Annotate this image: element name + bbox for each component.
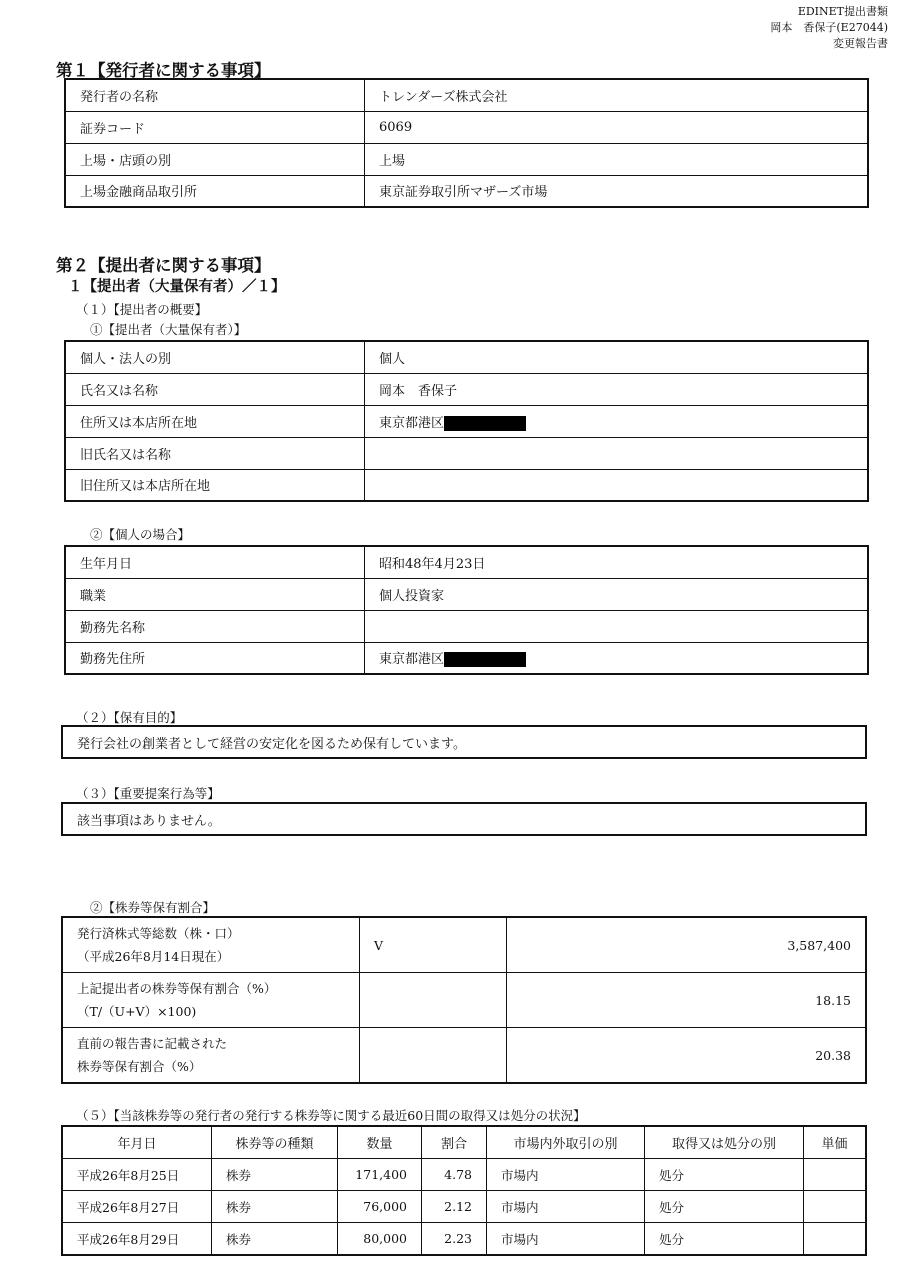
individual-value [365, 610, 869, 642]
trade-ratio: 2.12 [422, 1191, 487, 1223]
filer-address: 東京都港区 [379, 415, 445, 431]
purpose-heading: （２）【保有目的】 [76, 710, 183, 725]
individual-value: 個人投資家 [365, 578, 869, 610]
trade-price [804, 1223, 867, 1256]
trade-price [804, 1191, 867, 1223]
filer-value: 個人 [365, 341, 869, 373]
issuer-value: 6069 [365, 111, 869, 143]
trade-type: 株券 [212, 1159, 338, 1191]
purpose-text: 発行会社の創業者として経営の安定化を図るため保有しています。 [77, 736, 466, 752]
trade-type: 株券 [212, 1223, 338, 1256]
filer-table [64, 340, 869, 502]
trade-market: 市場内 [487, 1223, 645, 1256]
trades-header: 市場内外取引の別 [487, 1126, 645, 1159]
table-row [62, 1159, 866, 1191]
proposal-box [61, 802, 867, 836]
trade-date: 平成26年8月27日 [62, 1191, 212, 1223]
trades-heading: （５）【当該株券等の発行者の発行する株券等に関する最近60日間の取得又は処分の状況】 [76, 1108, 586, 1123]
issuer-label: 上場金融商品取引所 [65, 175, 365, 207]
filer-label: 住所又は本店所在地 [65, 405, 365, 437]
filer-label: 氏名又は名称 [65, 373, 365, 405]
issuer-value: 上場 [365, 143, 869, 175]
individual-label: 職業 [65, 578, 365, 610]
individual-label: 勤務先住所 [65, 642, 365, 674]
filer-heading: １【提出者（大量保有者）／１】 [68, 278, 286, 295]
individual-heading: ②【個人の場合】 [90, 527, 191, 542]
issuer-label: 発行者の名称 [65, 79, 365, 111]
trade-ratio: 4.78 [422, 1159, 487, 1191]
ratio-label-cell [62, 973, 360, 1028]
filer-label: 旧住所又は本店所在地 [65, 469, 365, 501]
ratio-value: 20.38 [506, 1028, 866, 1084]
issuer-label: 証券コード [65, 111, 365, 143]
table-row [62, 1191, 866, 1223]
table-row [62, 1223, 866, 1256]
trades-header: 数量 [338, 1126, 422, 1159]
filer-value: 岡本 香保子 [365, 373, 869, 405]
filer-value [365, 437, 869, 469]
ratio-label: 直前の報告書に記載された [77, 1036, 228, 1051]
trade-market: 市場内 [487, 1159, 645, 1191]
trades-header: 取得又は処分の別 [645, 1126, 804, 1159]
ratio-label-cell [62, 1028, 360, 1084]
trade-ratio: 2.23 [422, 1223, 487, 1256]
ratio-label: 上記提出者の株券等保有割合（%） [77, 981, 277, 996]
ratio-label-note: （T/（U+V）×100) [77, 1004, 197, 1019]
issuer-label: 上場・店頭の別 [65, 143, 365, 175]
section1-title: 第１【発行者に関する事項】 [56, 61, 271, 80]
filer-value [365, 469, 869, 501]
trade-date: 平成26年8月25日 [62, 1159, 212, 1191]
trade-price [804, 1159, 867, 1191]
holding-ratio-table [61, 916, 867, 1084]
overview-heading: （１）【提出者の概要】 [76, 302, 208, 317]
individual-label: 勤務先名称 [65, 610, 365, 642]
filer-subheading: ①【提出者（大量保有者）】 [90, 322, 247, 337]
trades-header: 株券等の種類 [212, 1126, 338, 1159]
trade-kind: 処分 [645, 1159, 804, 1191]
header-filer: 岡本 香保子(E27044) [770, 21, 888, 34]
trades-header: 年月日 [62, 1126, 212, 1159]
trade-quantity: 171,400 [338, 1159, 422, 1191]
trade-type: 株券 [212, 1191, 338, 1223]
header-doc-type: EDINET提出書類 [797, 5, 888, 18]
trade-quantity: 80,000 [338, 1223, 422, 1256]
section2-title: 第２【提出者に関する事項】 [56, 256, 271, 275]
ratio-mark [360, 1028, 507, 1084]
workplace-address-cell [365, 642, 869, 674]
ratio-value: 18.15 [506, 973, 866, 1028]
trades-table [61, 1125, 867, 1256]
ratio-mark: V [360, 917, 507, 973]
ratio-label-note: （平成26年8月14日現在） [77, 949, 230, 964]
trades-header: 単価 [804, 1126, 867, 1159]
proposal-text: 該当事項はありません。 [77, 813, 221, 829]
header-report-type: 変更報告書 [833, 37, 888, 50]
redaction-bar [444, 652, 526, 667]
trade-quantity: 76,000 [338, 1191, 422, 1223]
ratio-mark [360, 973, 507, 1028]
workplace-address: 東京都港区 [379, 652, 445, 668]
purpose-box [61, 725, 867, 759]
issuer-value: トレンダーズ株式会社 [365, 79, 869, 111]
individual-value: 昭和48年4月23日 [365, 546, 869, 578]
trade-kind: 処分 [645, 1191, 804, 1223]
trade-kind: 処分 [645, 1223, 804, 1256]
filer-label: 個人・法人の別 [65, 341, 365, 373]
ratio-value: 3,587,400 [506, 917, 866, 973]
ratio-heading: ②【株券等保有割合】 [90, 900, 216, 915]
ratio-label-note: 株券等保有割合（%） [77, 1059, 202, 1074]
trade-market: 市場内 [487, 1191, 645, 1223]
trades-header: 割合 [422, 1126, 487, 1159]
ratio-label: 発行済株式等総数（株・口） [77, 926, 240, 941]
ratio-label-cell [62, 917, 360, 973]
individual-label: 生年月日 [65, 546, 365, 578]
proposal-heading: （３）【重要提案行為等】 [76, 786, 220, 801]
filer-label: 旧氏名又は名称 [65, 437, 365, 469]
document-header [770, 4, 888, 52]
issuer-value: 東京証券取引所マザーズ市場 [365, 175, 869, 207]
individual-table [64, 545, 869, 675]
filer-address-cell [365, 405, 869, 437]
issuer-table [64, 78, 869, 208]
trade-date: 平成26年8月29日 [62, 1223, 212, 1256]
redaction-bar [444, 416, 526, 431]
